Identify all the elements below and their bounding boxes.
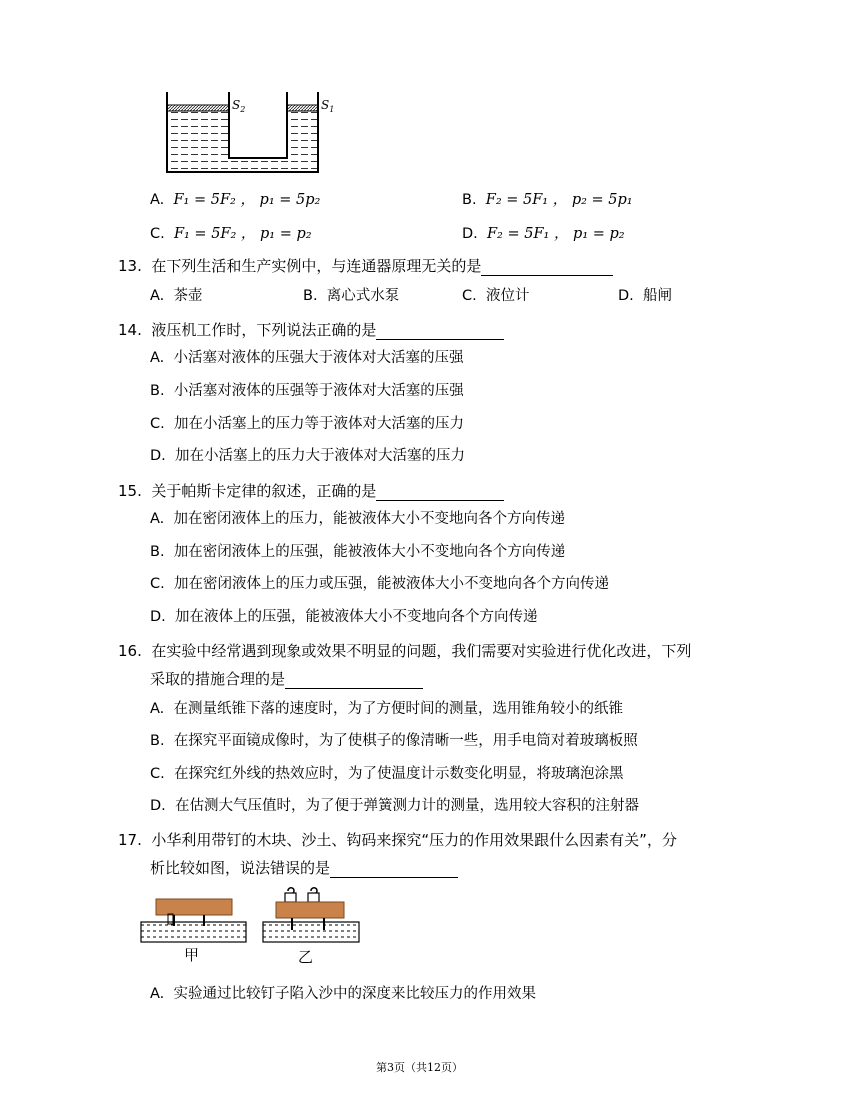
option-text: 加在密闭液体上的压强，能被液体大小不变地向各个方向传递 [173, 544, 566, 560]
option-letter: D. [150, 609, 166, 625]
option-letter: A. [150, 288, 165, 304]
q15-option-b[interactable] [150, 542, 565, 562]
option-letter: C. [150, 576, 165, 592]
option-text: 在探究平面镜成像时，为了使棋子的像清晰一些，用手电筒对着玻璃板照 [173, 733, 638, 749]
option-letter: A. [150, 511, 165, 527]
figure-label-yi: 乙 [298, 948, 314, 966]
figure-label-jia: 甲 [184, 946, 200, 964]
option-letter: A. [150, 350, 165, 366]
option-text: 加在密闭液体上的压力或压强，能被液体大小不变地向各个方向传递 [173, 576, 609, 592]
question-text: 液压机工作时，下列说法正确的是 [151, 321, 377, 339]
q13-option-c[interactable] [462, 286, 529, 306]
option-letter: B. [150, 544, 165, 560]
q12-option-d[interactable] [462, 224, 625, 244]
q16-option-c[interactable] [150, 764, 623, 784]
experiment-figure-jia [140, 892, 248, 944]
question-number: 13. [118, 257, 142, 275]
q13-option-b[interactable] [303, 286, 399, 306]
q13-option-a[interactable] [150, 286, 203, 306]
q16-option-b[interactable] [150, 731, 638, 751]
q13-stem [118, 256, 613, 276]
option-text: F₂ = 5F₁ ， p₂ = 5p₁ [485, 192, 633, 208]
option-letter: B. [303, 288, 318, 304]
q12-option-b[interactable] [462, 190, 633, 210]
answer-blank[interactable] [285, 672, 423, 689]
option-letter: C. [150, 416, 165, 432]
option-text: 船闸 [643, 288, 672, 304]
option-text: 实验通过比较钉子陷入沙中的深度来比较压力的作用效果 [173, 986, 536, 1002]
question-text: 小华利用带钉的木块、沙土、钩码来探究“压力的作用效果跟什么因素有关”，分 [151, 831, 677, 849]
q15-option-c[interactable] [150, 574, 609, 594]
question-text: 析比较如图，说法错误的是 [150, 859, 331, 877]
option-text: 茶壶 [173, 288, 203, 304]
option-letter: B. [150, 733, 165, 749]
q12-option-a[interactable] [150, 190, 320, 210]
option-letter: C. [462, 288, 477, 304]
question-text: 在下列生活和生产实例中，与连通器原理无关的是 [151, 257, 482, 275]
option-letter: B. [150, 383, 165, 399]
q14-option-d[interactable] [150, 446, 465, 466]
option-text: 在测量纸锥下落的速度时，为了方便时间的测量，选用锥角较小的纸锥 [173, 701, 623, 717]
option-letter: D. [150, 448, 166, 464]
q13-option-d[interactable] [618, 286, 672, 306]
option-text: 在估测大气压值时，为了便于弹簧测力计的测量，选用较大容积的注射器 [175, 798, 639, 814]
q14-option-a[interactable] [150, 348, 464, 368]
option-text: 加在密闭液体上的压力，能被液体大小不变地向各个方向传递 [173, 511, 565, 527]
q17-stem-line1 [118, 830, 677, 850]
q14-stem [118, 320, 504, 340]
answer-blank[interactable] [481, 259, 613, 276]
option-letter: C. [150, 226, 165, 242]
option-text: 离心式水泵 [326, 288, 400, 304]
question-number: 14. [118, 321, 142, 339]
q16-stem-line2 [150, 669, 423, 689]
question-text: 在实验中经常遇到现象或效果不明显的问题，我们需要对实验进行优化改进，下列 [151, 642, 692, 660]
option-text: 液位计 [485, 288, 530, 304]
option-text: 小活塞对液体的压强等于液体对大活塞的压强 [173, 383, 464, 399]
q15-option-a[interactable] [150, 509, 565, 529]
q14-option-b[interactable] [150, 381, 464, 401]
option-letter: C. [150, 766, 165, 782]
option-letter: D. [462, 226, 478, 242]
q14-option-c[interactable] [150, 414, 464, 434]
option-text: 小活塞对液体的压强大于液体对大活塞的压强 [173, 350, 464, 366]
option-letter: A. [150, 701, 165, 717]
q16-option-a[interactable] [150, 699, 623, 719]
option-text: F₁ = 5F₂ ， p₁ = p₂ [173, 226, 312, 242]
question-text: 关于帕斯卡定律的叙述，正确的是 [151, 482, 377, 500]
answer-blank[interactable] [376, 484, 504, 501]
q16-option-d[interactable] [150, 796, 639, 816]
page-footer: 第3页（共12页） [376, 1061, 463, 1074]
answer-blank[interactable] [376, 323, 504, 340]
option-text: 加在小活塞上的压力大于液体对大活塞的压力 [175, 448, 465, 464]
question-number: 17. [118, 831, 142, 849]
option-text: F₁ = 5F₂ ， p₁ = 5p₂ [173, 192, 321, 208]
question-text: 采取的措施合理的是 [150, 670, 286, 688]
q12-option-c[interactable] [150, 224, 312, 244]
option-text: 加在小活塞上的压力等于液体对大活塞的压力 [173, 416, 464, 432]
question-number: 15. [118, 482, 142, 500]
option-letter: B. [462, 192, 477, 208]
q17-option-a[interactable] [150, 984, 536, 1004]
option-text: F₂ = 5F₁ ， p₁ = p₂ [487, 226, 625, 242]
answer-blank[interactable] [330, 861, 458, 878]
q15-stem [118, 481, 504, 501]
connected-vessel-figure [150, 88, 335, 178]
option-text: 加在液体上的压强，能被液体大小不变地向各个方向传递 [175, 609, 538, 625]
question-number: 16. [118, 642, 142, 660]
q16-stem-line1 [118, 641, 691, 661]
option-text: 在探究红外线的热效应时，为了使温度计示数变化明显，将玻璃泡涂黑 [173, 766, 624, 782]
experiment-figure-yi [262, 880, 362, 944]
option-letter: D. [618, 288, 634, 304]
option-letter: A. [150, 192, 165, 208]
label-s1: $S_1$ [321, 98, 335, 114]
option-letter: A. [150, 986, 165, 1002]
label-s2: $S_2$ [232, 98, 246, 114]
option-letter: D. [150, 798, 166, 814]
q15-option-d[interactable] [150, 607, 538, 627]
q17-stem-line2 [150, 858, 458, 878]
